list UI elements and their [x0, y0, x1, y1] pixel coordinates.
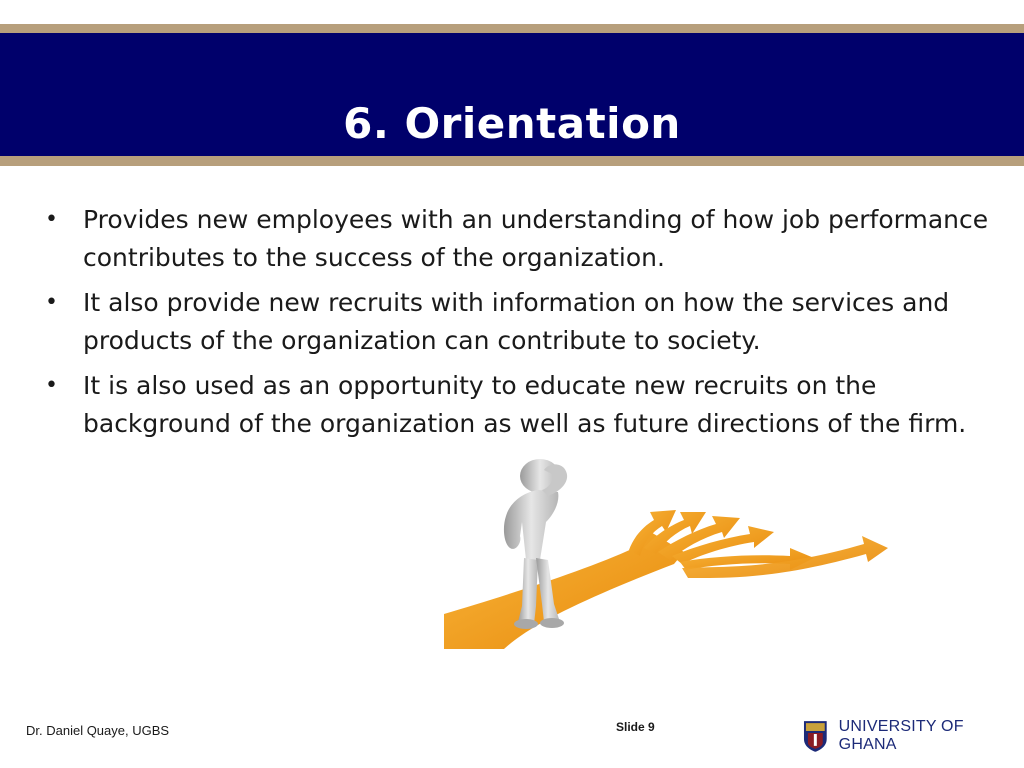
bullet-marker: •: [45, 290, 58, 315]
title-band-bottom-rule: [0, 156, 1024, 166]
bullet-text: It also provide new recruits with information on how the services and products of the organization can contribute to society.: [83, 288, 950, 355]
bullet-marker: •: [45, 373, 58, 398]
bullet-list: [45, 201, 1005, 450]
bullet-marker: •: [45, 207, 58, 232]
university-name: UNIVERSITY OF GHANA: [838, 718, 964, 753]
university-crest-icon: [802, 719, 829, 753]
bullet-item: [45, 284, 1005, 360]
title-band: [0, 33, 1024, 157]
crossroads-illustration: [444, 456, 888, 649]
bullet-item: [45, 367, 1005, 443]
bullet-text: Provides new employees with an understanding of how job performance contributes to the success of the organization.: [83, 205, 989, 272]
slide-title: 6. Orientation: [343, 99, 681, 148]
bullet-item: [45, 201, 1005, 277]
bullet-text: It is also used as an opportunity to educate new recruits on the background of the organization as well as future directions of the firm.: [83, 371, 967, 438]
footer-author: Dr. Daniel Quaye, UGBS: [26, 723, 170, 738]
university-logo: [802, 719, 1024, 753]
slide-number: Slide 9: [616, 720, 655, 734]
